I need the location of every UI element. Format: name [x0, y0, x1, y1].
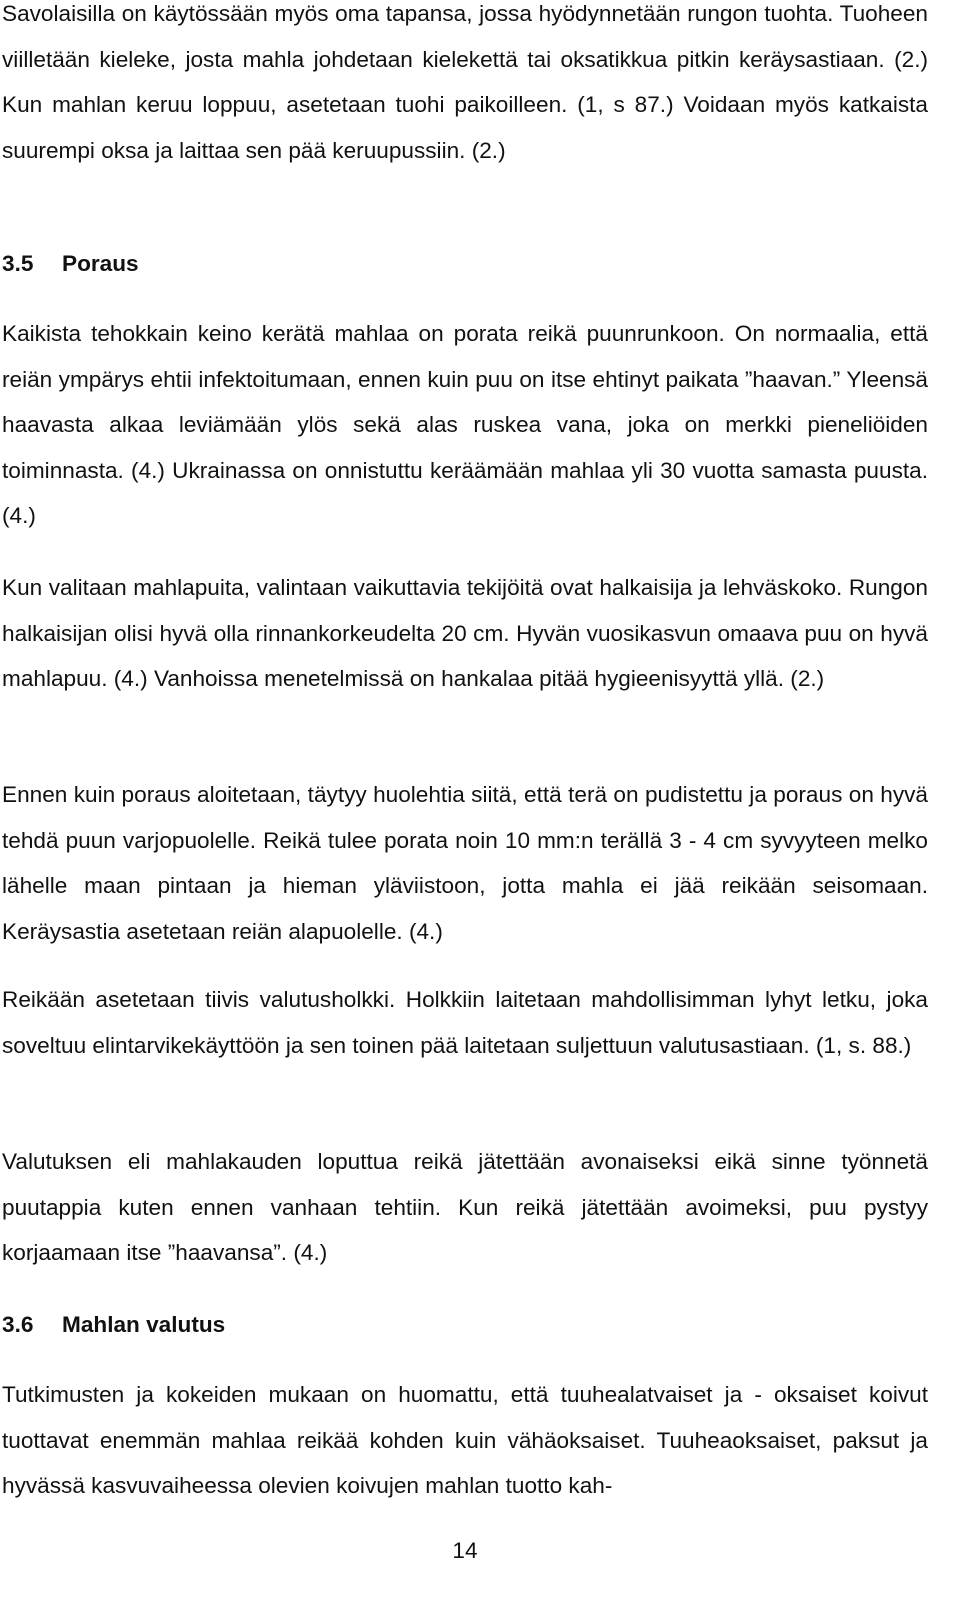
section-heading-3-5 [2, 249, 139, 279]
intro-paragraph: Savolaisilla on käytössään myös oma tapansa, jossa hyödynnetään rungon tuohta. Tuoheen viilletään kieleke, josta mahla johdetaan kielekettä tai oksatikkua pitkin keräysastiaan. (2.) Kun mahlan keruu loppuu, asetetaan tuohi paikoilleen. (1, s 87.) Voidaan myös katkaista suurempi oksa ja laittaa sen pää keruupussiin. (2.) [2, 1, 928, 163]
paragraph-poraus-4: Reikään asetetaan tiivis valutusholkki. Holkkiin laitetaan mahdollisimman lyhyt letku, joka soveltuu elintarvikekäyttöön ja sen toinen pää laitetaan suljettuun valutusastiaan. (1, s. 88.) [2, 987, 928, 1058]
section-title: Poraus [62, 251, 139, 276]
paragraph-poraus-2: Kun valitaan mahlapuita, valintaan vaikuttavia tekijöitä ovat halkaisija ja lehväskoko. Rungon halkaisijan olisi hyvä olla rinnankorkeudelta 20 cm. Hyvän vuosikasvun omaava puu on hyvä mahlapuu. (4.) Vanhoissa menetelmissä on hankalaa pitää hygieenisyyttä yllä. (2.) [2, 575, 928, 692]
paragraph-poraus-1: Kaikista tehokkain keino kerätä mahlaa on porata reikä puunrunkoon. On normaalia, että reiän ympärys ehtii infektoitumaan, ennen kuin puu on itse ehtinyt paikata ”haavan.” Yleensä haavasta alkaa leviämään ylös sekä alas ruskea vana, joka on merkki pieneliöiden toiminnasta. (4.) Ukrainassa on onnistuttu keräämään mahlaa yli 30 vuotta samasta puusta. (4.) [2, 321, 928, 529]
section-number: 3.6 [2, 1312, 34, 1337]
section-number: 3.5 [2, 251, 34, 276]
section-heading-3-6 [2, 1310, 225, 1340]
page-number: 14 [452, 1538, 478, 1563]
paragraph-poraus-5: Valutuksen eli mahlakauden loputtua reikä jätettään avonaiseksi eikä sinne työnnetä puutappia kuten ennen vanhaan tehtiin. Kun reikä jätettään avoimeksi, puu pystyy korjaamaan itse ”haavansa”. (4.) [2, 1149, 928, 1266]
paragraph-poraus-3: Ennen kuin poraus aloitetaan, täytyy huolehtia siitä, että terä on pudistettu ja poraus on hyvä tehdä puun varjopuolelle. Reikä tulee porata noin 10 mm:n terällä 3 - 4 cm syvyyteen melko lähelle maan pintaan ja hieman yläviistoon, jotta mahla ei jää reikään seisomaan. Keräysastia asetetaan reiän alapuolelle. (4.) [2, 782, 928, 944]
paragraph-valutus-1: Tutkimusten ja kokeiden mukaan on huomattu, että tuuhealatvaiset ja - oksaiset koivut tuottavat enemmän mahlaa reikää kohden kuin vähäoksaiset. Tuuheaoksaiset, paksut ja hyvässä kasvuvaiheessa olevien koivujen mahlan tuotto kah- [2, 1382, 928, 1499]
section-title: Mahlan valutus [62, 1312, 226, 1337]
